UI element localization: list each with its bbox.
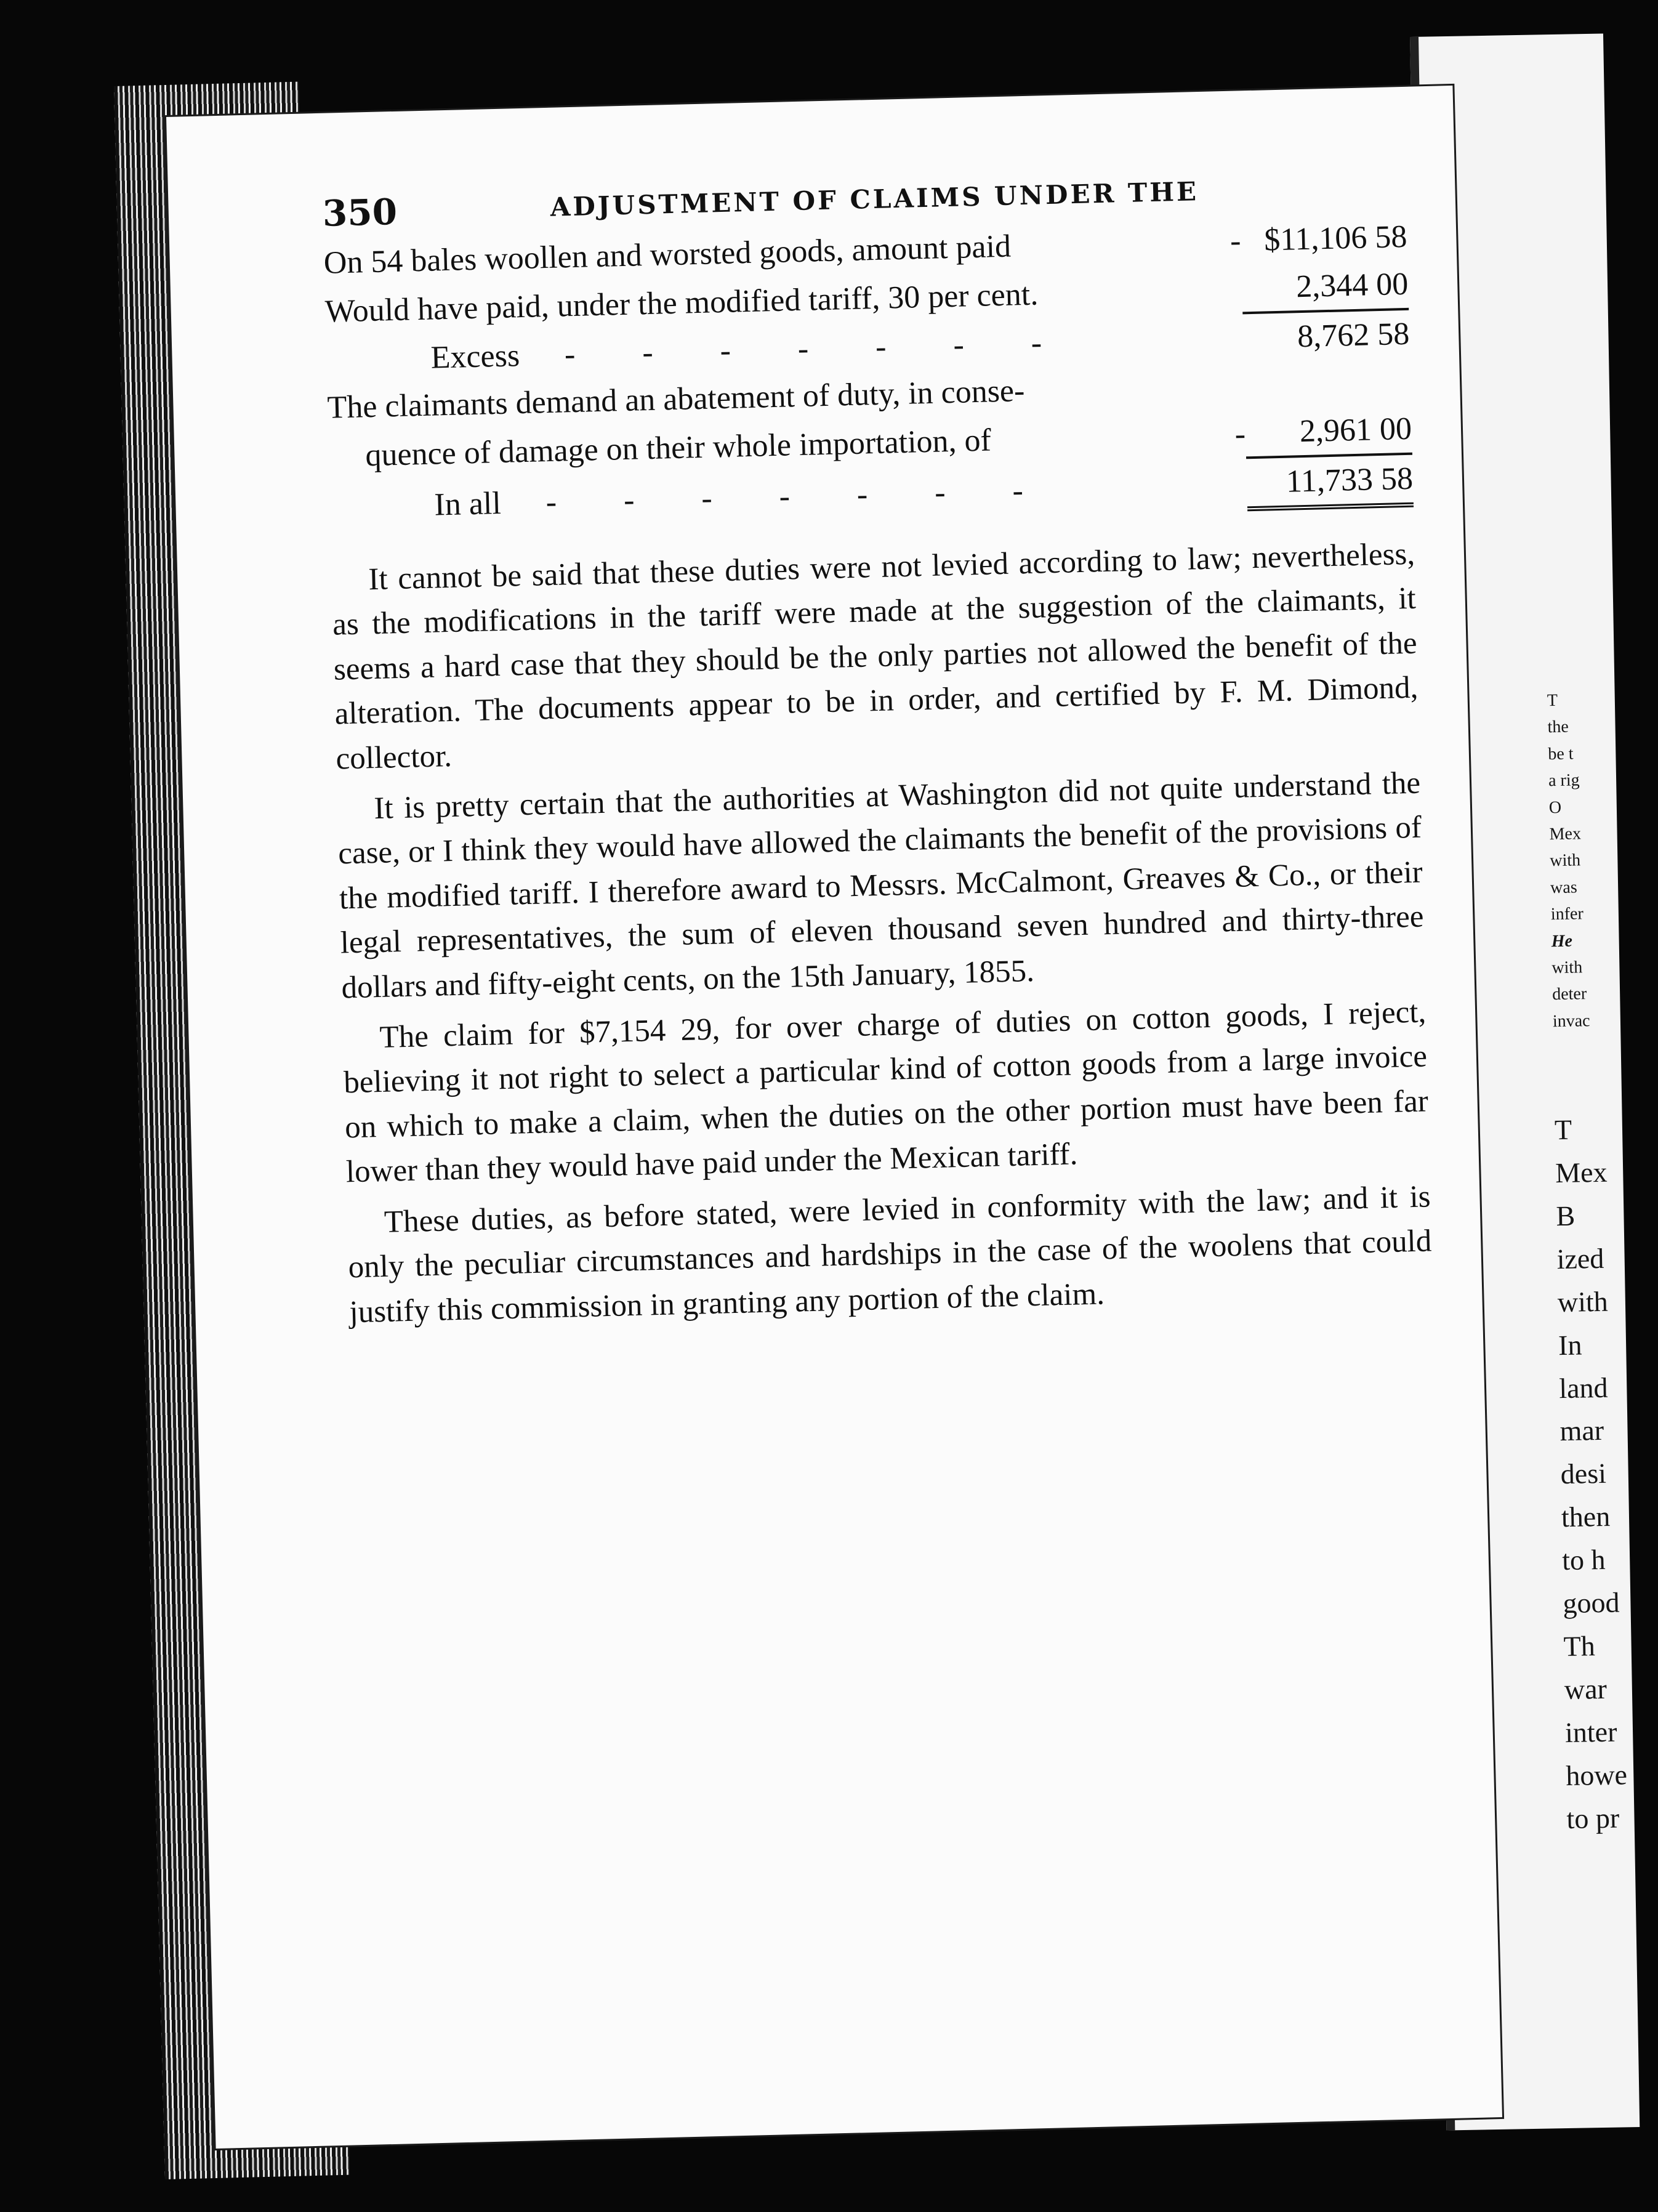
- account-amount: 2,344 00: [1295, 266, 1409, 305]
- facing-line: inter: [1564, 1716, 1617, 1748]
- facing-line: infer: [1550, 904, 1584, 924]
- facing-line: T: [1547, 690, 1558, 711]
- facing-line: war: [1564, 1673, 1608, 1705]
- account-amount: 2,961 00: [1299, 411, 1412, 450]
- facing-line: be t: [1548, 744, 1574, 764]
- book-page: [166, 86, 1502, 2149]
- body-text: [331, 532, 1433, 1335]
- paragraph: It cannot be said that these duties were not levied according to law; nevertheless, as the modifications in the tariff were made at the suggestion of the claimants, it seems a hard case that they should be the only parties not allowed the benefit of the alteration. The documents appear to be in order, and certified by F. M. Dimond, collector.: [332, 536, 1419, 777]
- facing-line: then: [1561, 1500, 1611, 1533]
- facing-line: with: [1550, 850, 1581, 871]
- facing-line: Mex: [1555, 1156, 1608, 1189]
- facing-line: deter: [1551, 984, 1587, 1004]
- page-content: [322, 158, 1433, 1334]
- account-label-text: In all: [433, 485, 502, 523]
- page-number: 350: [322, 190, 398, 235]
- facing-line: a rig: [1548, 770, 1580, 791]
- facing-line: O: [1548, 797, 1562, 817]
- account-label: quence of damage on their whole importation, of: [364, 422, 992, 474]
- facing-line: with: [1551, 958, 1583, 978]
- facing-line: to pr: [1566, 1802, 1620, 1835]
- account-label-text: Excess: [430, 338, 520, 376]
- facing-line: Mex: [1549, 824, 1582, 844]
- facing-line: Th: [1563, 1630, 1596, 1662]
- account-label: Would have paid, under the modified tariff, 30 per cent.: [324, 276, 1039, 329]
- facing-line: land: [1558, 1371, 1608, 1404]
- facing-line: good: [1562, 1586, 1620, 1620]
- account-amount: $11,106 58: [1263, 219, 1408, 258]
- facing-line: howe: [1565, 1758, 1628, 1791]
- account-amount: [1244, 358, 1411, 410]
- account-leader: - - - - - - -: [564, 325, 1072, 373]
- account-label: The claimants demand an abatement of duty, in conse-: [326, 373, 1025, 426]
- facing-line: with: [1557, 1285, 1609, 1318]
- facing-line: mar: [1559, 1415, 1604, 1447]
- paragraph: It is pretty certain that the authorities at Washington did not quite understand the case, or I think they would have allowed the claimants the benefit of the provisions of the modified tariff. I therefore award to Messrs. McCalmont, Greaves & Co., or their legal representatives, the sum of eleven thousand seven hundred and thirty-three dollars and fifty-eight cents, on the 15th January, 1855.: [337, 765, 1425, 1006]
- facing-line: ized: [1556, 1242, 1604, 1275]
- facing-line: desi: [1560, 1458, 1607, 1490]
- running-head: ADJUSTMENT OF CLAIMS UNDER THE: [550, 176, 1199, 222]
- facing-line: He: [1551, 931, 1573, 951]
- facing-line: to h: [1561, 1543, 1606, 1576]
- account-leader: - - - - - - -: [545, 472, 1053, 520]
- facing-line: T: [1554, 1113, 1572, 1146]
- account-leader: [1182, 361, 1245, 410]
- facing-small-text: [1547, 686, 1639, 1035]
- account-leader: -: [1234, 416, 1246, 452]
- paragraph: These duties, as before stated, were levied in conformity with the law; and it is only the peculiar circumstances and hardships in the case of the woolens that could justify this commission in granting any portion of the claim.: [348, 1179, 1432, 1330]
- facing-line: the: [1547, 717, 1569, 737]
- account-leader: -: [1229, 223, 1242, 259]
- account-table: [323, 213, 1414, 534]
- facing-page-text: [1547, 686, 1653, 1841]
- account-amount: 8,762 58: [1242, 309, 1410, 362]
- account-total: 11,733 58: [1246, 454, 1414, 509]
- facing-line: was: [1550, 878, 1577, 897]
- facing-line: invac: [1552, 1011, 1590, 1031]
- account-label: On 54 bales woollen and worsted goods, amount paid: [323, 228, 1012, 281]
- facing-line: In: [1558, 1329, 1582, 1361]
- facing-line: B: [1556, 1200, 1576, 1232]
- paragraph: The claim for $7,154 29, for over charge of duties on cotton goods, I reject, believing it not right to select a particular kind of cotton goods from a large invoice on which to make a claim, when the duties on the other portion must have been far lower than they would have paid under the Mexican tariff.: [343, 995, 1429, 1190]
- account-leader: [1180, 264, 1242, 314]
- facing-large-text: [1554, 1107, 1653, 1841]
